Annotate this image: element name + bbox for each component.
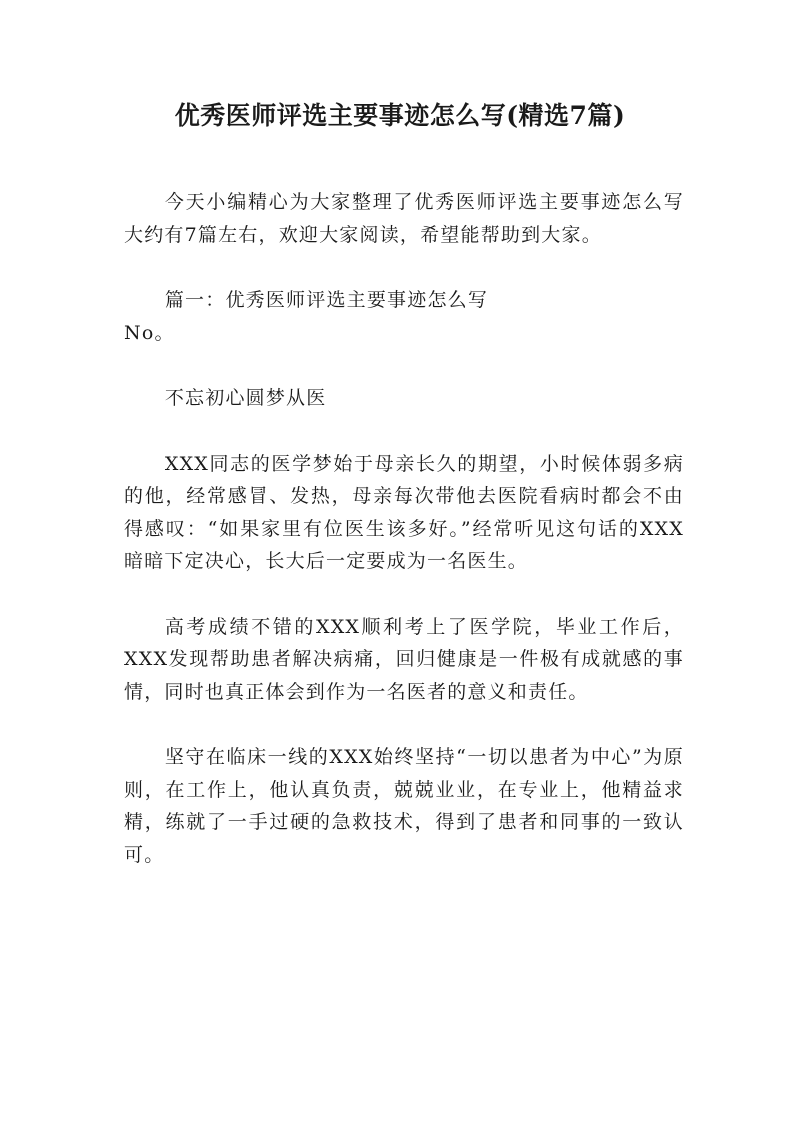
number-line: No。 xyxy=(124,321,175,344)
body-paragraph: XXX同志的医学梦始于母亲长久的期望，小时候体弱多病的他，经常感冒、发热，母亲每次带他去医院看病时都会不由得感叹：“如果家里有位医生该多好。”经常听见这句话的XXX暗暗下定决心，长大后一定要成为一名医生。 xyxy=(124,452,684,572)
document-body xyxy=(124,186,684,871)
body-paragraph: 坚守在临床一线的XXX始终坚持“一切以患者为中心”为原则，在工作上，他认真负责，兢兢业业，在专业上，他精益求精，练就了一手过硬的急救技术，得到了患者和同事的一致认可。 xyxy=(124,746,684,866)
document-title: 优秀医师评选主要事迹怎么写(精选7篇) xyxy=(174,101,626,130)
section-heading: 篇一：优秀医师评选主要事迹怎么写 xyxy=(164,289,489,311)
body-paragraph: 高考成绩不错的XXX顺利考上了医学院，毕业工作后，XXX发现帮助患者解决病痛，回归健康是一件极有成就感的事情，同时也真正体会到作为一名医者的意义和责任。 xyxy=(124,615,684,703)
section-subtitle: 不忘初心圆梦从医 xyxy=(164,387,327,409)
intro-paragraph: 今天小编精心为大家整理了优秀医师评选主要事迹怎么写大约有7篇左右，欢迎大家阅读，希望能帮助到大家。 xyxy=(124,191,684,246)
